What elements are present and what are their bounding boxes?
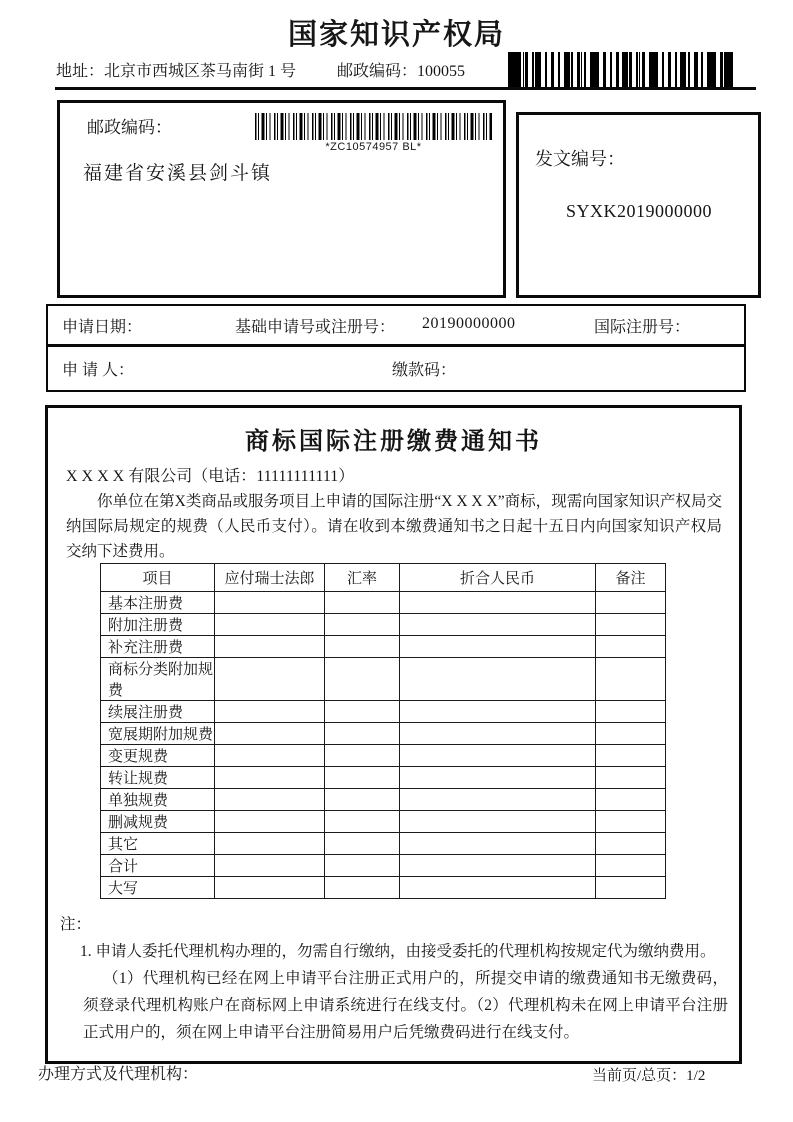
notes-section — [60, 911, 728, 1046]
fee-cell — [215, 877, 325, 899]
fee-cell — [400, 592, 596, 614]
fee-cell — [215, 811, 325, 833]
fee-cell — [325, 833, 400, 855]
fee-cell — [325, 745, 400, 767]
recipient-box — [57, 100, 506, 298]
note-item-1-sub: （1）代理机构已经在网上申请平台注册正式用户的，所提交申请的缴费通知书无缴费码，须登录代理机构账户在商标网上申请系统进行在线支付。（2）代理机构未在网上申请平台注册正式用户的，须在网上申请平台注册简易用户后凭缴费码进行在线支付。 — [83, 970, 728, 1041]
fee-cell — [400, 614, 596, 636]
fee-item-label: 变更规费 — [101, 745, 215, 767]
fee-cell — [215, 767, 325, 789]
notice-body: 你单位在第X类商品或服务项目上申请的国际注册“X X X X”商标，现需向国家知识产权局交纳国际局规定的规费（人民币支付）。请在收到本缴费通知书之日起十五日内向国家知识产权局交纳下述费用。 — [66, 493, 722, 560]
fee-cell — [400, 723, 596, 745]
fee-cell — [215, 723, 325, 745]
note-item-1: 1. 申请人委托代理机构办理的，勿需自行缴纳，由接受委托的代理机构按规定代为缴纳费用。 — [80, 943, 716, 960]
col-header-item: 项目 — [101, 564, 215, 592]
table-row — [101, 811, 666, 833]
col-header-remark: 备注 — [596, 564, 666, 592]
table-row — [101, 658, 666, 701]
page-indicator: 当前页/总页：1/2 — [592, 1068, 706, 1084]
fee-cell — [325, 658, 400, 701]
col-header-rmb: 折合人民币 — [400, 564, 596, 592]
header-divider — [55, 87, 756, 90]
fee-item-label: 宽展期附加规费 — [101, 723, 215, 745]
fee-item-label: 附加注册费 — [101, 614, 215, 636]
fee-item-label: 补充注册费 — [101, 636, 215, 658]
table-row — [101, 614, 666, 636]
notice-title: 商标国际注册缴费通知书 — [245, 428, 542, 455]
recipient-barcode-wrap — [255, 113, 492, 153]
fee-cell — [215, 658, 325, 701]
fee-cell — [215, 855, 325, 877]
fee-cell — [215, 614, 325, 636]
fee-cell — [596, 723, 666, 745]
fee-item-label: 删减规费 — [101, 811, 215, 833]
fee-cell — [596, 811, 666, 833]
table-row — [101, 855, 666, 877]
fee-cell — [325, 723, 400, 745]
issue-number-label: 发文编号： — [535, 149, 625, 169]
table-row — [101, 767, 666, 789]
fee-cell — [325, 614, 400, 636]
fee-cell — [325, 877, 400, 899]
fee-cell — [325, 789, 400, 811]
fee-cell — [215, 745, 325, 767]
table-row — [101, 877, 666, 899]
recipient-postcode-label: 邮政编码： — [87, 118, 172, 137]
fee-item-label: 其它 — [101, 833, 215, 855]
table-row — [101, 701, 666, 723]
fee-cell — [596, 745, 666, 767]
fee-table-header-row — [101, 564, 666, 592]
meta-row-2 — [46, 345, 746, 392]
fee-cell — [400, 745, 596, 767]
recipient-barcode-icon — [255, 113, 492, 140]
fee-cell — [596, 855, 666, 877]
fee-cell — [596, 701, 666, 723]
agency-title: 国家知识产权局 — [287, 19, 505, 51]
fee-cell — [596, 636, 666, 658]
fee-cell — [215, 789, 325, 811]
fee-cell — [400, 701, 596, 723]
intl-reg-label: 国际注册号： — [594, 319, 691, 336]
fee-item-label: 大写 — [101, 877, 215, 899]
fee-cell — [215, 592, 325, 614]
fee-item-label: 合计 — [101, 855, 215, 877]
agent-method-label: 办理方式及代理机构： — [38, 1066, 199, 1083]
fee-cell — [596, 877, 666, 899]
fee-cell — [400, 833, 596, 855]
fee-cell — [215, 833, 325, 855]
recipient-address: 福建省安溪县剑斗镇 — [83, 163, 273, 184]
fee-cell — [325, 811, 400, 833]
col-header-rate: 汇率 — [325, 564, 400, 592]
fee-item-label: 单独规费 — [101, 789, 215, 811]
fee-cell — [596, 833, 666, 855]
fee-table — [100, 563, 666, 899]
notice-box — [45, 405, 742, 1064]
table-row — [101, 592, 666, 614]
base-number-label: 基础申请号或注册号： — [235, 319, 396, 336]
meta-row-1 — [46, 304, 746, 346]
base-number-value: 20190000000 — [422, 315, 516, 332]
fee-item-label: 转让规费 — [101, 767, 215, 789]
fee-cell — [400, 789, 596, 811]
fee-cell — [215, 636, 325, 658]
fee-item-label: 基本注册费 — [101, 592, 215, 614]
fee-cell — [400, 658, 596, 701]
table-row — [101, 723, 666, 745]
issue-number-box — [516, 112, 761, 298]
fee-cell — [596, 789, 666, 811]
agency-postcode: 邮政编码：100055 — [337, 63, 466, 80]
notes-label: 注： — [60, 916, 92, 933]
col-header-chf: 应付瑞士法郎 — [215, 564, 325, 592]
table-row — [101, 745, 666, 767]
company-line: X X X X 有限公司（电话：11111111111） — [66, 468, 355, 485]
fee-cell — [325, 701, 400, 723]
fee-cell — [325, 767, 400, 789]
applicant-label: 申 请 人： — [62, 362, 135, 379]
agency-address: 地址：北京市西城区茶马南街 1 号 — [56, 63, 297, 80]
fee-cell — [215, 701, 325, 723]
table-row — [101, 636, 666, 658]
table-row — [101, 789, 666, 811]
fee-cell — [400, 855, 596, 877]
fee-cell — [400, 636, 596, 658]
fee-cell — [400, 767, 596, 789]
fee-cell — [325, 592, 400, 614]
fee-cell — [325, 636, 400, 658]
recipient-barcode-text: *ZC10574957 BL* — [325, 141, 422, 153]
issue-number-value: SYXK2019000000 — [566, 201, 713, 221]
header-barcode-icon — [508, 52, 733, 87]
fee-item-label: 商标分类附加规费 — [101, 658, 215, 701]
fee-cell — [400, 877, 596, 899]
fee-cell — [596, 592, 666, 614]
payment-code-label: 缴款码： — [392, 362, 457, 379]
apply-date-label: 申请日期： — [62, 319, 143, 336]
fee-cell — [596, 658, 666, 701]
fee-cell — [596, 614, 666, 636]
table-row — [101, 833, 666, 855]
fee-cell — [596, 767, 666, 789]
fee-cell — [325, 855, 400, 877]
fee-item-label: 续展注册费 — [101, 701, 215, 723]
fee-cell — [400, 811, 596, 833]
